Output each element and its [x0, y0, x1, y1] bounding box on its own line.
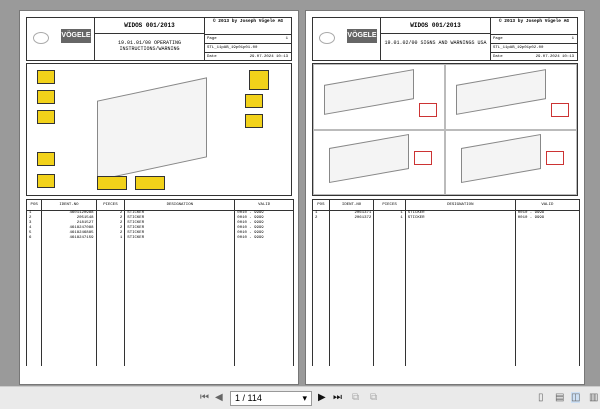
warning-sticker — [135, 176, 165, 190]
designation-cell: STICKER — [407, 211, 425, 215]
single-page-icon[interactable]: ▯ — [538, 392, 544, 403]
col-header: IDENT-NO — [42, 200, 96, 211]
col-header: IDENT-NO — [329, 200, 374, 211]
copyright: © 2013 by Joseph Vögele AG — [498, 19, 570, 24]
continuous-page-icon[interactable]: ▤ — [555, 392, 565, 403]
prev-page-icon[interactable]: ◀ — [215, 392, 223, 403]
ident-no-cell: 4601120988 — [69, 211, 94, 215]
pos-cell: 6 — [29, 236, 32, 240]
title-block — [312, 17, 578, 61]
valid-cell: 0010 - 9999 — [517, 216, 545, 220]
ident-no-cell: 2051548 — [76, 216, 94, 220]
copyright: © 2013 by Joseph Vögele AG — [212, 19, 284, 24]
pos-cell: 1 — [315, 211, 318, 215]
designation-cell: STICKER — [127, 236, 145, 240]
doc-description: 19.01.02/00 SIGNS AND WARNINGS USA — [381, 34, 491, 60]
pieces-cell: 2 — [119, 226, 123, 230]
warning-sticker — [37, 70, 55, 84]
col-header: POS — [27, 200, 42, 211]
date-label: Date — [493, 55, 503, 59]
first-page-icon[interactable]: ⏮ — [200, 392, 209, 403]
col-header: VALID — [235, 200, 294, 211]
paver-sketch — [97, 77, 207, 180]
back-view-icon[interactable]: ⧉ — [352, 392, 360, 403]
valid-cell: 0010 - 9999 — [237, 211, 264, 215]
col-header: POS — [313, 200, 330, 211]
valid-cell: 0010 - 9999 — [237, 216, 264, 220]
doc-description: 19.01.01/00 OPERATING INSTRUCTIONS/WARNING — [95, 34, 205, 60]
date: 29.07.2024 10:13 — [249, 55, 288, 59]
pieces-cell: 2 — [119, 221, 123, 225]
warning-sticker — [245, 114, 263, 128]
valid-cell: 0010 - 9999 — [237, 236, 264, 240]
table-body — [27, 211, 294, 366]
ident-no-cell: 2061372 — [354, 216, 372, 220]
ident-no-cell: 4618247088 — [69, 226, 94, 230]
last-page-icon[interactable]: ⏭ — [333, 392, 342, 403]
warning-sticker — [37, 90, 55, 104]
col-header: VALID — [515, 200, 579, 211]
doc-title: WIDOS 001/2013 — [95, 18, 205, 34]
pos-cell: 2 — [315, 216, 318, 220]
warning-sticker — [245, 94, 263, 108]
warning-sticker — [97, 176, 127, 190]
valid-cell: 0010 - 9999 — [237, 231, 264, 235]
designation-cell: STICKER — [127, 211, 145, 215]
document-page-2 — [305, 10, 585, 385]
view-quadrant — [445, 130, 577, 196]
pos-cell: 2 — [29, 216, 32, 220]
pieces-cell: 2 — [119, 231, 123, 235]
seal-icon — [33, 32, 49, 44]
date-label: Date — [207, 55, 217, 59]
valid-cell: 0010 - 9999 — [517, 211, 545, 215]
logo — [27, 18, 95, 60]
vogele-logo: VÖGELE — [347, 29, 377, 43]
view-quadrant — [313, 130, 445, 196]
pos-cell: 3 — [29, 221, 32, 225]
col-header: DESIGNATION — [125, 200, 235, 211]
doc-title: WIDOS 001/2013 — [381, 18, 491, 34]
title-block — [26, 17, 292, 61]
two-page-continuous-icon[interactable]: ▥ — [589, 392, 599, 403]
forward-view-icon[interactable]: ⧉ — [370, 392, 378, 403]
logo — [313, 18, 381, 60]
warning-sticker — [37, 174, 55, 188]
viewer-toolbar — [0, 386, 600, 409]
vogele-logo: VÖGELE — [61, 29, 91, 43]
warning-sticker — [249, 70, 269, 90]
pos-cell: 1 — [29, 211, 32, 215]
col-header: PIECES — [374, 200, 405, 211]
page-number-field[interactable] — [230, 391, 312, 406]
page-label: Page — [207, 37, 217, 41]
pieces-cell: 1 — [400, 216, 403, 220]
page-label: Page — [493, 37, 503, 41]
doc-code: STL_11pAB_19p01p01-00 — [205, 43, 291, 52]
sticker-drawing — [26, 63, 292, 196]
designation-cell: STICKER — [127, 216, 145, 220]
page-no: 1 — [571, 37, 574, 41]
sticker-drawing — [312, 63, 578, 196]
page-number-value: 1 / 114 — [235, 393, 262, 403]
pieces-cell: 2 — [119, 211, 123, 215]
warning-sticker — [37, 152, 55, 166]
page-no: 1 — [285, 37, 288, 41]
ident-no-cell: 2181527 — [76, 221, 94, 225]
view-quadrant — [445, 64, 577, 130]
pieces-cell: 1 — [400, 211, 403, 215]
ident-no-cell: 2061371 — [354, 211, 372, 215]
ident-no-cell: 4618246885 — [69, 231, 94, 235]
designation-cell: STICKER — [127, 221, 145, 225]
ident-no-cell: 4618247159 — [69, 236, 94, 240]
two-page-icon[interactable]: ◫ — [571, 392, 581, 403]
valid-cell: 0010 - 9999 — [237, 221, 264, 225]
parts-table — [26, 199, 294, 366]
pieces-cell: 1 — [119, 236, 123, 240]
pos-cell: 5 — [29, 231, 32, 235]
table-body — [313, 211, 580, 366]
next-page-icon[interactable]: ▶ — [318, 392, 326, 403]
document-page-1 — [19, 10, 299, 385]
doc-code: STL_11pAB_19p01p02-00 — [491, 43, 577, 52]
seal-icon — [319, 32, 335, 44]
col-header: PIECES — [96, 200, 125, 211]
designation-cell: STICKER — [407, 216, 425, 220]
designation-cell: STICKER — [127, 231, 145, 235]
date: 29.07.2024 10:13 — [535, 55, 574, 59]
chevron-down-icon[interactable]: ▾ — [302, 393, 307, 403]
warning-sticker — [37, 110, 55, 124]
view-quadrant — [313, 64, 445, 130]
pieces-cell: 2 — [119, 216, 123, 220]
valid-cell: 0010 - 9999 — [237, 226, 264, 230]
designation-cell: STICKER — [127, 226, 145, 230]
col-header: DESIGNATION — [405, 200, 515, 211]
pos-cell: 4 — [29, 226, 32, 230]
parts-table — [312, 199, 580, 366]
